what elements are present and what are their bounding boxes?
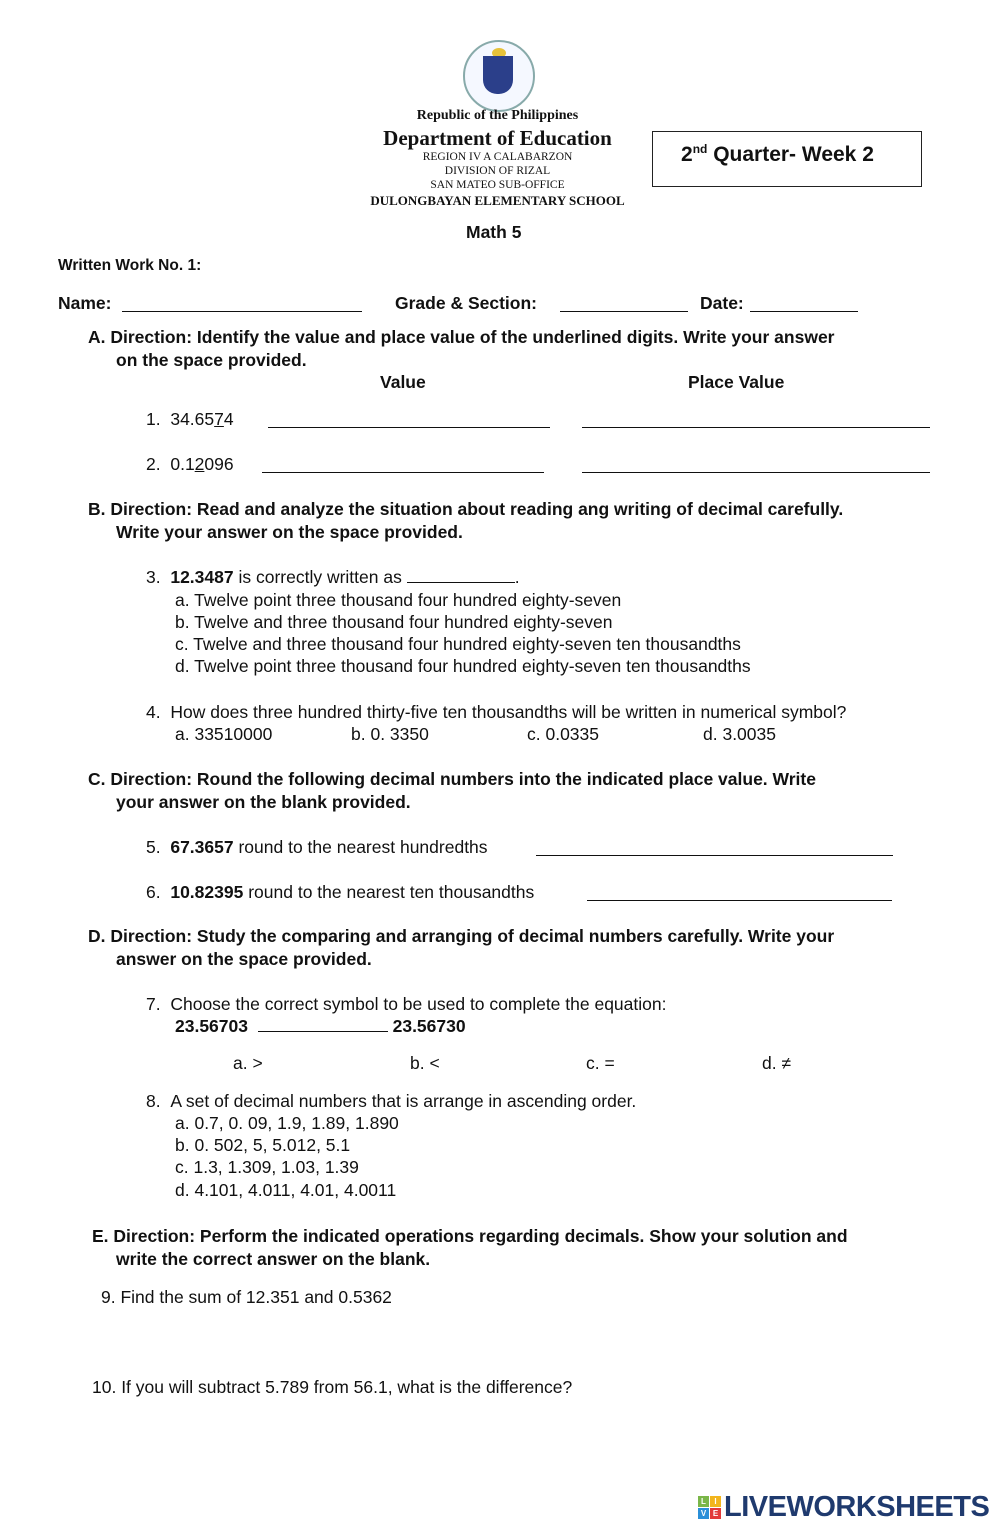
live-tiles-icon: L I V E (698, 1496, 721, 1519)
brand-name: LIVEWORKSHEETS (724, 1491, 990, 1523)
name-input[interactable] (122, 311, 362, 312)
grade-section-input[interactable] (560, 311, 688, 312)
section-e-direction-cont: write the correct answer on the blank. (116, 1249, 431, 1269)
region-text: REGION IV A CALABARZON (422, 151, 573, 163)
q8-option-c[interactable]: c. 1.3, 1.309, 1.03, 1.39 (175, 1157, 359, 1177)
section-b-direction: B. Direction: Read and analyze the situation about reading ang writing of decimal carefully. (88, 499, 844, 519)
q1-place-value-input[interactable] (582, 427, 930, 428)
question-1: 1. 34.6574 (146, 409, 234, 429)
q7-option-c[interactable]: c. = (586, 1053, 615, 1073)
q4-option-c[interactable]: c. 0.0335 (527, 724, 599, 744)
section-a-direction: A. Direction: Identify the value and place value of the underlined digits. Write your answer (88, 327, 835, 347)
section-a-direction-cont: on the space provided. (116, 350, 307, 370)
section-c-direction: C. Direction: Round the following decimal numbers into the indicated place value. Write (88, 769, 816, 789)
place-value-column-header: Place Value (688, 372, 785, 392)
q7-option-d[interactable]: d. ≠ (762, 1053, 792, 1073)
section-e-direction: E. Direction: Perform the indicated operations regarding decimals. Show your solution and (92, 1226, 848, 1246)
question-3: 3. 12.3487 is correctly written as . (146, 567, 520, 587)
question-2: 2. 0.12096 (146, 454, 234, 474)
q4-option-d[interactable]: d. 3.0035 (703, 724, 776, 744)
q4-option-b[interactable]: b. 0. 3350 (351, 724, 429, 744)
q8-option-b[interactable]: b. 0. 502, 5, 5.012, 5.1 (175, 1135, 351, 1155)
deped-seal-logo (463, 40, 535, 112)
q4-option-a[interactable]: a. 33510000 (175, 724, 273, 744)
value-column-header: Value (380, 372, 426, 392)
republic-heading: Republic of the Philippines (416, 108, 579, 123)
section-d-direction: D. Direction: Study the comparing and arranging of decimal numbers carefully. Write your (88, 926, 835, 946)
subject-title: Math 5 (466, 222, 522, 242)
quarter-label: 2nd Quarter- Week 2 (681, 142, 874, 166)
question-7: 7. Choose the correct symbol to be used to complete the equation: (146, 994, 667, 1014)
date-input[interactable] (750, 311, 858, 312)
q3-option-a[interactable]: a. Twelve point three thousand four hundred eighty-seven (175, 590, 622, 610)
q5-answer-input[interactable] (536, 855, 893, 856)
name-label: Name: (58, 293, 112, 313)
q7-option-a[interactable]: a. > (233, 1053, 263, 1073)
question-5: 5. 67.3657 round to the nearest hundredths (146, 837, 488, 857)
question-10: 10. If you will subtract 5.789 from 56.1, what is the difference? (92, 1377, 573, 1397)
quarter-box (652, 131, 922, 187)
q2-value-input[interactable] (262, 472, 544, 473)
q3-blank[interactable] (407, 568, 515, 583)
date-label: Date: (700, 293, 744, 313)
q2-place-value-input[interactable] (582, 472, 930, 473)
q7-option-b[interactable]: b. < (410, 1053, 440, 1073)
suboffice-text: SAN MATEO SUB-OFFICE (430, 179, 565, 191)
department-heading: Department of Education (383, 126, 612, 150)
section-b-direction-cont: Write your answer on the space provided. (116, 522, 463, 542)
q7-blank[interactable] (258, 1017, 388, 1032)
section-d-direction-cont: answer on the space provided. (116, 949, 372, 969)
liveworksheets-logo (698, 1491, 989, 1524)
q8-option-a[interactable]: a. 0.7, 0. 09, 1.9, 1.89, 1.890 (175, 1113, 399, 1133)
question-4: 4. How does three hundred thirty-five ten thousandths will be written in numerical symbol? (146, 702, 847, 722)
q6-answer-input[interactable] (587, 900, 892, 901)
q8-option-d[interactable]: d. 4.101, 4.011, 4.01, 4.0011 (175, 1180, 397, 1200)
school-name: DULONGBAYAN ELEMENTARY SCHOOL (370, 193, 625, 208)
question-6: 6. 10.82395 round to the nearest ten thousandths (146, 882, 535, 902)
section-c-direction-cont: your answer on the blank provided. (116, 792, 411, 812)
grade-section-label: Grade & Section: (395, 293, 537, 313)
question-8: 8. A set of decimal numbers that is arrange in ascending order. (146, 1091, 637, 1111)
division-text: DIVISION OF RIZAL (444, 165, 551, 177)
q3-option-b[interactable]: b. Twelve and three thousand four hundred eighty-seven (175, 612, 613, 632)
written-work-label: Written Work No. 1: (58, 257, 202, 274)
q3-option-d[interactable]: d. Twelve point three thousand four hundred eighty-seven ten thousandths (175, 656, 751, 676)
q3-option-c[interactable]: c. Twelve and three thousand four hundred eighty-seven ten thousandths (175, 634, 741, 654)
question-9: 9. Find the sum of 12.351 and 0.5362 (101, 1287, 392, 1307)
q1-value-input[interactable] (268, 427, 550, 428)
q7-equation: 23.56703 23.56730 (175, 1016, 466, 1036)
